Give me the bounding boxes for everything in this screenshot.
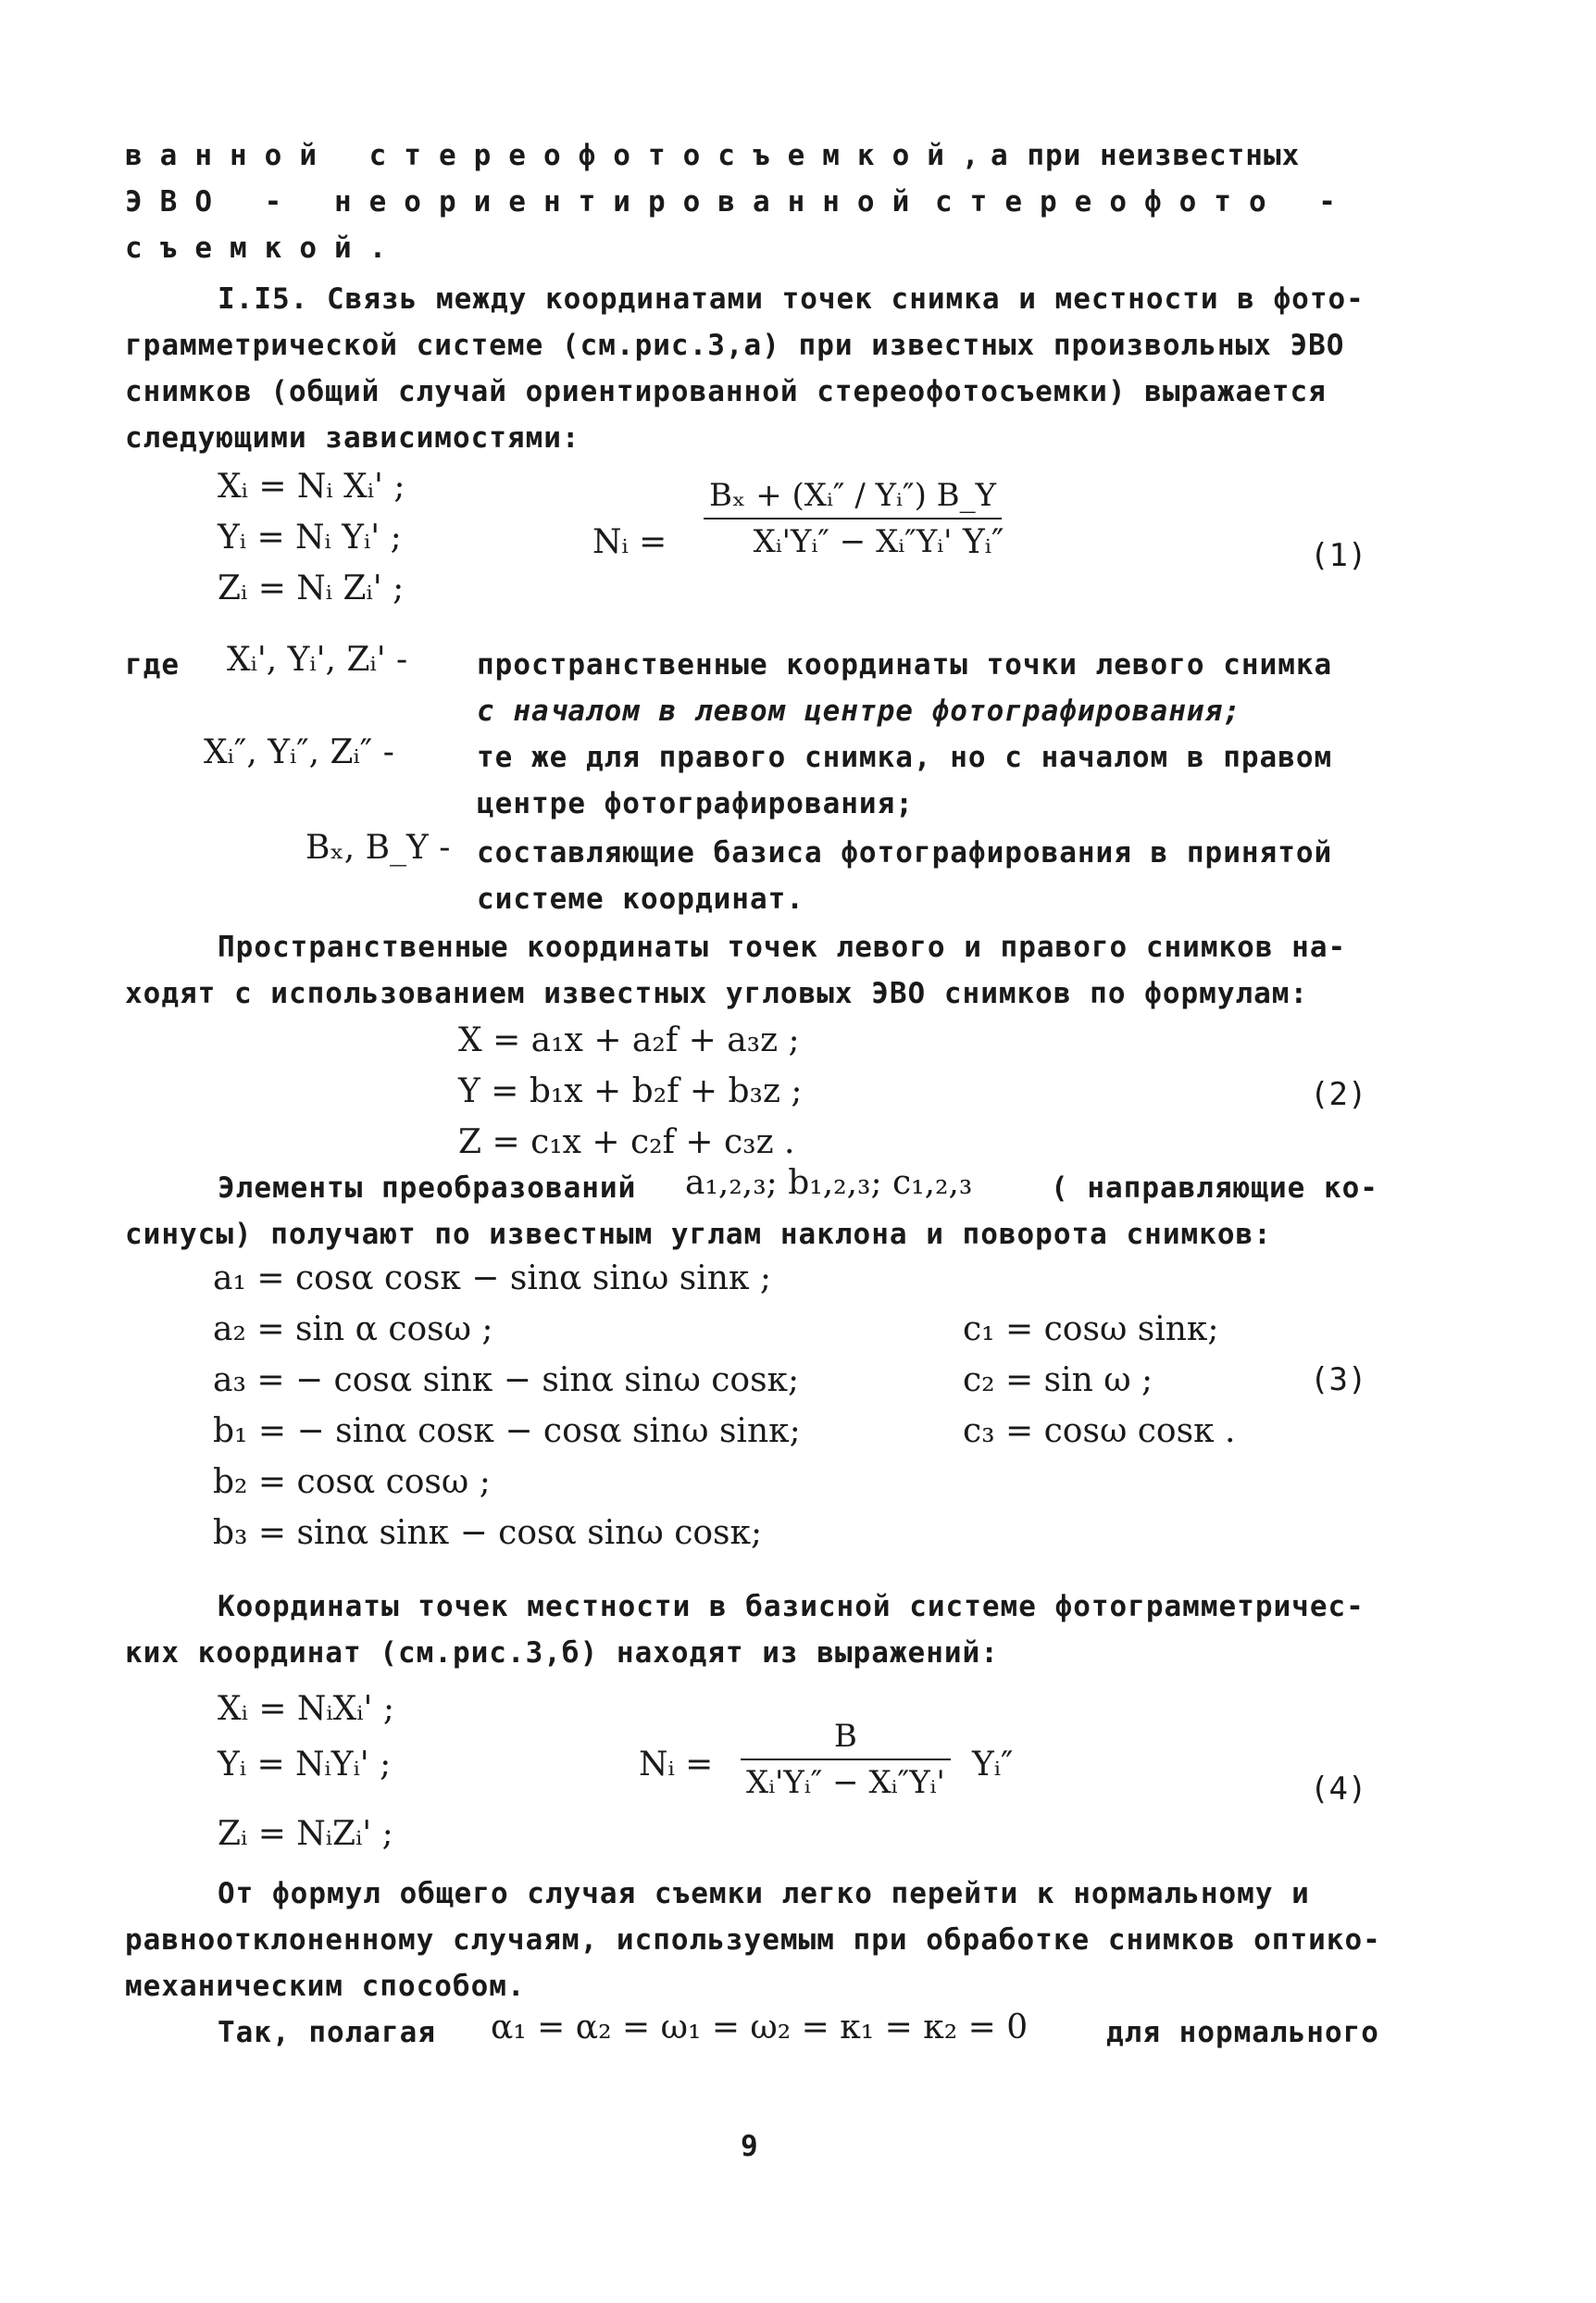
eq1-line-3: Zᵢ = Nᵢ Zᵢ' ; [218,569,405,607]
para-elements-line-1c: ( направляющие ко- [1051,1171,1378,1205]
eq4-number: (4) [1310,1771,1367,1808]
para-basis-line-2: ких координат (см.рис.3,б) находят из выражений: [125,1636,999,1670]
para-so-line-1a: Так, полагая [218,2016,436,2049]
def3-symbols: Bₓ, B_Y - [305,829,451,867]
eq4-n-label: Nᵢ = [639,1746,714,1784]
eq1-line-1: Xᵢ = Nᵢ Xᵢ' ; [218,468,405,506]
eq1-fraction [704,477,1002,560]
intro-line-1b: а при неизвестных [991,139,1301,172]
def2-line-2: центре фотографирования; [477,787,914,820]
eq3-left-4: b₁ = − sinα cosκ − cosα sinω sinκ; [213,1412,801,1450]
para-elements-line-1b: a₁,₂,₃; b₁,₂,₃; c₁,₂,₃ [685,1164,973,1202]
eq4-denominator: Xᵢ'Yᵢ″ − Xᵢ″Yᵢ' [746,1764,945,1801]
eq4-numerator: B [833,1718,857,1755]
para-115-line-2: грамметрической системе (см.рис.3,а) при известных произвольных ЭВО [125,329,1345,362]
eq3-left-6: b₃ = sinα sinκ − cosα sinω cosκ; [213,1514,763,1552]
eq3-left-3: a₃ = − cosα sinκ − sinα sinω cosκ; [213,1361,800,1399]
eq3-left-1: a₁ = cosα cosκ − sinα sinω sinκ ; [213,1259,772,1297]
eq2-line-2: Y = b₁x + b₂f + b₃z ; [458,1072,803,1110]
eq3-right-2: c₂ = sin ω ; [963,1361,1153,1399]
def1-symbols: Xᵢ', Yᵢ', Zᵢ' - [227,641,408,679]
eq2-line-1: X = a₁x + a₂f + a₃z ; [458,1021,800,1059]
eq3-right-1: c₁ = cosω sinκ; [963,1310,1219,1348]
eq1-denominator: Xᵢ'Yᵢ″ − Xᵢ″Yᵢ' [753,523,953,560]
para-115-line-1: I.I5. Связь между координатами точек снимка и местности в фото- [218,282,1365,316]
eq1-line-2: Yᵢ = Nᵢ Yᵢ' ; [218,519,402,557]
def1-line-2: с началом в левом центре фотографирования; [477,695,1241,728]
def2-line-1: те же для правого снимка, но с началом в правом [477,741,1333,774]
eq1-number: (1) [1310,537,1367,574]
intro-line-2b: стереофото - [935,185,1353,219]
page-number: 9 [741,2130,759,2163]
para-basis-line-1: Координаты точек местности в базисной системе фотограмметричес- [218,1590,1365,1623]
para-elements-line-1a: Элементы преобразований [218,1171,637,1205]
def3-line-2: системе координат. [477,882,804,916]
eq4-tail: Yᵢ″ [972,1746,1014,1784]
intro-line-2a: ЭВО - неориентированной [125,185,928,219]
intro-line-3: съемкой. [125,232,405,265]
para-formulas-line-2: равноотклоненному случаям, используемым при обработке снимков оптико- [125,1923,1381,1957]
eq4-line-3: Zᵢ = NᵢZᵢ' ; [218,1815,393,1853]
para-so-line-1b: α₁ = α₂ = ω₁ = ω₂ = κ₁ = κ₂ = 0 [491,2009,1029,2046]
eq1-numerator: Bₓ + (Xᵢ″ / Yᵢ″) B_Y [709,477,997,514]
eq4-fraction [741,1718,951,1801]
eq4-line-2: Yᵢ = NᵢYᵢ' ; [218,1746,392,1784]
def2-symbols: Xᵢ″, Yᵢ″, Zᵢ″ - [204,733,394,771]
eq4-fraction-bar [741,1759,951,1760]
eq2-number: (2) [1310,1076,1367,1113]
eq1-tail: Yᵢ″ [963,523,1004,561]
def1-line-1: пространственные координаты точки левого снимка [477,648,1333,682]
eq2-line-3: Z = c₁x + c₂f + c₃z . [458,1123,795,1161]
para-spatial-line-2: ходят с использованием известных угловых ЭВО снимков по формулам: [125,977,1309,1010]
intro-line-1a: ванной стереофотосъемкой, [125,139,997,172]
eq3-left-2: a₂ = sin α cosω ; [213,1310,493,1348]
para-115-line-3: снимков (общий случай ориентированной стереофотосъемки) выражается [125,375,1327,408]
para-formulas-line-1: От формул общего случая съемки легко перейти к нормальному и [218,1877,1310,1910]
para-formulas-line-3: механическим способом. [125,1970,526,2003]
where-label: где [125,648,180,682]
eq1-fraction-bar [704,518,1002,519]
para-elements-line-2: синусы) получают по известным углам наклона и поворота снимков: [125,1218,1272,1251]
para-so-line-1c: для нормального [1106,2016,1379,2049]
eq1-n-label: Nᵢ = [592,523,667,561]
para-spatial-line-1: Пространственные координаты точек левого и правого снимков на- [218,931,1347,964]
eq3-number: (3) [1310,1361,1367,1398]
para-115-line-4: следующими зависимостями: [125,421,580,455]
eq3-left-5: b₂ = cosα cosω ; [213,1463,491,1501]
def3-line-1: составляющие базиса фотографирования в принятой [477,836,1333,870]
eq4-line-1: Xᵢ = NᵢXᵢ' ; [218,1690,395,1728]
eq3-right-3: c₃ = cosω cosκ . [963,1412,1236,1450]
